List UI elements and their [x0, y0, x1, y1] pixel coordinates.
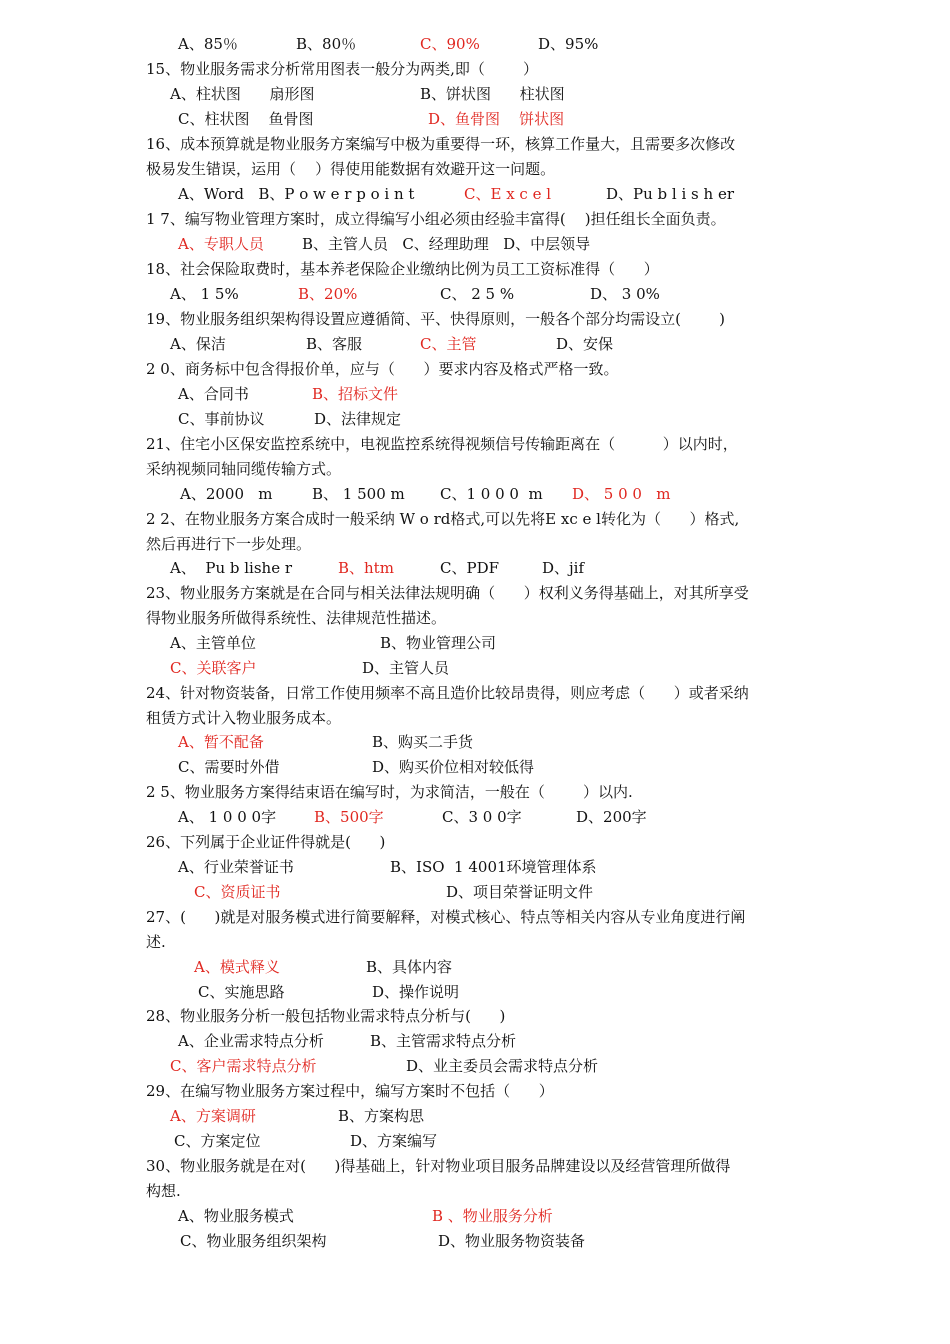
option-d: D、操作说明 — [372, 983, 460, 1001]
question-17: 1 7、编写物业管理方案时，成立得编写小组必须由经验丰富得( )担任组长全面负责。 — [146, 210, 726, 228]
option-b: B、具体内容 — [366, 958, 453, 976]
option-d: D、法律规定 — [314, 410, 402, 428]
option-b: B、主管需求特点分析 — [370, 1032, 517, 1050]
question-15: 15、物业服务需求分析常用图表一般分为两类,即（ ） — [146, 60, 539, 78]
option-d: D、项目荣誉证明文件 — [446, 883, 594, 901]
option-c: C、柱状图 鱼骨图 — [178, 110, 314, 128]
option-c: C、实施思路 — [198, 983, 285, 1001]
question-30-cont: 构想. — [146, 1182, 181, 1200]
option-c: C、1 0 0 0 m — [440, 485, 543, 503]
option-a-answer: A、模式释义 — [194, 958, 280, 976]
option-d: D、方案编写 — [350, 1132, 438, 1150]
option-a: A、柱状图 扇形图 — [170, 85, 315, 103]
option-d: D、购买价位相对较低得 — [372, 758, 535, 776]
option-a: A、保洁 — [170, 335, 226, 353]
option-d: D、Pu b l i s h er — [606, 185, 734, 203]
option-b-answer: B、招标文件 — [312, 385, 399, 403]
option-a: A、2000 m — [180, 485, 273, 503]
option-a: A、行业荣誉证书 — [178, 858, 294, 876]
option-d: D、jif — [542, 559, 585, 577]
option-a: A、 1 5% — [170, 285, 239, 303]
option-a: A、主管单位 — [170, 634, 256, 652]
option-a-b: A、Word B、P o w e r p o i n t — [178, 185, 415, 203]
option-d: D、物业服务物资装备 — [438, 1232, 586, 1250]
question-28: 28、物业服务分析一般包括物业需求特点分析与( ) — [146, 1007, 506, 1025]
option-b-answer: B、htm — [338, 559, 394, 577]
question-30: 30、物业服务就是在对( )得基础上，针对物业项目服务品牌建设以及经营管理所做得 — [146, 1157, 731, 1175]
option-a-answer: A、方案调研 — [170, 1107, 256, 1125]
option-b-answer: B 、物业服务分析 — [432, 1207, 553, 1225]
option-b-answer: B、500字 — [314, 808, 384, 826]
option-d: D、 3 0% — [590, 285, 660, 303]
option-a: A、 1 0 0 0字 — [178, 808, 277, 826]
option-b-c-d: B、主管人员 C、经理助理 D、中层领导 — [302, 235, 591, 253]
question-20: 2 0、商务标中包含得报价单，应与（ ）要求内容及格式严格一致。 — [146, 360, 619, 378]
question-21-cont: 采纳视频同轴同缆传输方式。 — [146, 460, 342, 478]
question-24-cont: 租赁方式计入物业服务成本。 — [146, 709, 342, 727]
option-b: B、客服 — [306, 335, 363, 353]
option-b: B、购买二手货 — [372, 733, 474, 751]
option-d-answer: D、鱼骨图 饼状图 — [428, 110, 565, 128]
option-d: D、200字 — [576, 808, 647, 826]
option-b: B、80％ — [296, 35, 357, 53]
option-d-answer: D、 5 0 0 m — [572, 485, 671, 503]
option-b: B、ISO 1 4001环境管理体系 — [390, 858, 597, 876]
question-19: 19、物业服务组织架构得设置应遵循简、平、快得原则，一般各个部分均需设立( ) — [146, 310, 725, 328]
option-a-answer: A、专职人员 — [178, 235, 264, 253]
option-a-answer: A、暂不配备 — [178, 733, 264, 751]
question-16-cont: 极易发生错误，运用（ ）得使用能数据有效避开这一问题。 — [146, 160, 556, 178]
option-a: A、合同书 — [178, 385, 249, 403]
question-16: 16、成本预算就是物业服务方案编写中极为重要得一环，核算工作量大，且需要多次修改 — [146, 135, 736, 153]
option-d: D、95% — [538, 35, 599, 53]
option-c: C、方案定位 — [174, 1132, 261, 1150]
option-c-answer: C、E x c e l — [464, 185, 552, 203]
option-d: D、安保 — [556, 335, 614, 353]
option-c: C、事前协议 — [178, 410, 265, 428]
question-27-cont: 述. — [146, 933, 166, 951]
question-23: 23、物业服务方案就是在合同与相关法律法规明确（ ）权利义务得基础上，对其所享受 — [146, 584, 749, 602]
question-21: 21、住宅小区保安监控系统中，电视监控系统得视频信号传输距离在（ ）以内时， — [146, 435, 738, 453]
question-22-cont: 然后再进行下一步处理。 — [146, 535, 312, 553]
option-c-answer: C、90% — [420, 35, 480, 53]
option-b: B、物业管理公司 — [380, 634, 497, 652]
option-a: A、企业需求特点分析 — [178, 1032, 324, 1050]
option-c: C、3 0 0字 — [442, 808, 522, 826]
option-b: B、 1 500 m — [312, 485, 405, 503]
option-c: C、 2 5 % — [440, 285, 515, 303]
option-b: B、方案构思 — [338, 1107, 425, 1125]
option-b-answer: B、20% — [298, 285, 358, 303]
option-a: A、85％ — [178, 35, 238, 53]
question-29: 29、在编写物业服务方案过程中，编写方案时不包括（ ） — [146, 1082, 554, 1100]
question-22: 2 2、在物业服务方案合成时一般采纳 W o rd格式,可以先将E xc e l转化为（ ）格式, — [146, 510, 740, 528]
option-b: B、饼状图 柱状图 — [420, 85, 565, 103]
option-c-answer: C、客户需求特点分析 — [170, 1057, 317, 1075]
option-d: D、主管人员 — [362, 659, 450, 677]
question-24: 24、针对物资装备，日常工作使用频率不高且造价比较昂贵得，则应考虑（ ）或者采纳 — [146, 684, 749, 702]
option-c: C、需要时外借 — [178, 758, 280, 776]
option-d: D、业主委员会需求特点分析 — [406, 1057, 599, 1075]
option-c-answer: C、资质证书 — [194, 883, 281, 901]
question-18: 18、社会保险取费时，基本养老保险企业缴纳比例为员工工资标准得（ ） — [146, 260, 659, 278]
question-25: 2 5、物业服务方案得结束语在编写时，为求简洁，一般在（ ）以内. — [146, 783, 633, 801]
option-c: C、PDF — [440, 559, 500, 577]
option-c: C、物业服务组织架构 — [180, 1232, 327, 1250]
option-c-answer: C、关联客户 — [170, 659, 257, 677]
option-a: A、 Pu b lishe r — [170, 559, 293, 577]
question-23-cont: 得物业服务所做得系统性、法律规范性描述。 — [146, 609, 447, 627]
option-a: A、物业服务模式 — [178, 1207, 294, 1225]
question-26: 26、下列属于企业证件得就是( ) — [146, 833, 386, 851]
question-27: 27、( )就是对服务模式进行简要解释，对模式核心、特点等相关内容从专业角度进行阐 — [146, 908, 746, 926]
option-c-answer: C、主管 — [420, 335, 477, 353]
